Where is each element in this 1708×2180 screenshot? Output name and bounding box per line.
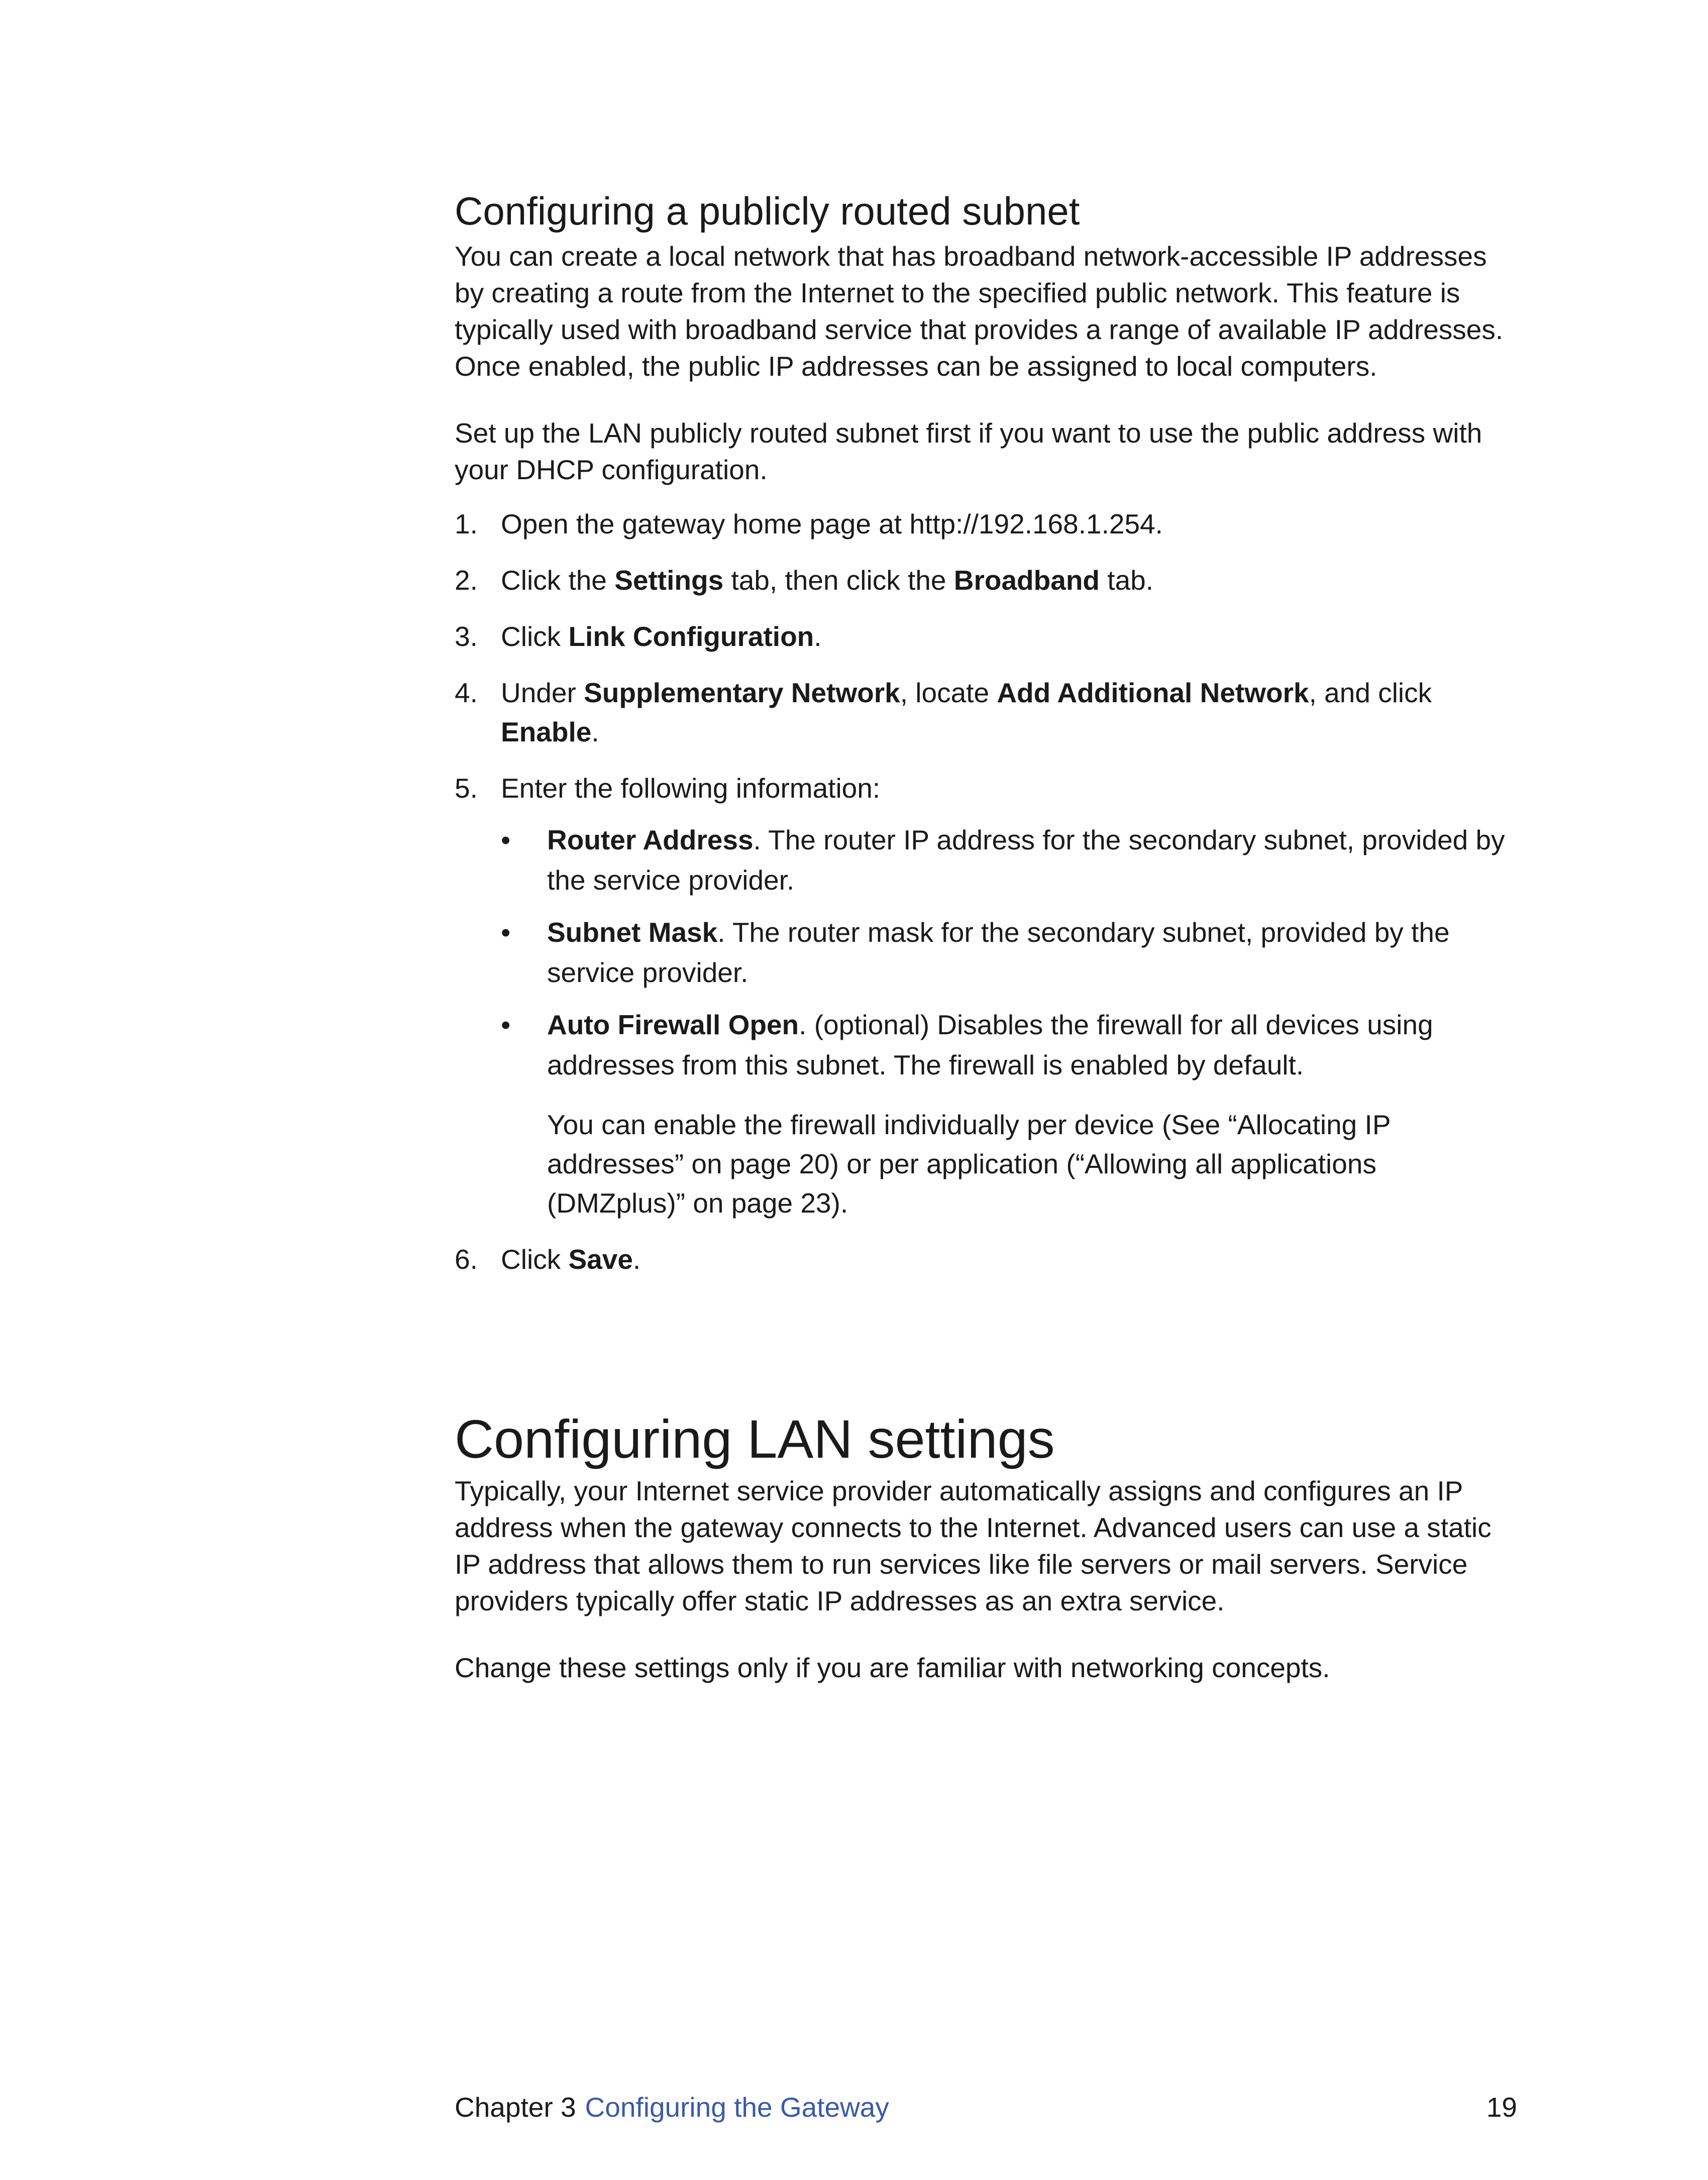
bullet-router-address — [501, 820, 1520, 900]
save-label: Save — [568, 1244, 633, 1275]
step-3 — [455, 617, 1520, 656]
step-6 — [455, 1240, 1520, 1279]
step-text: Under — [501, 677, 584, 708]
bullet-glyph: • — [501, 1009, 511, 1040]
step-text: Open the gateway home page at http://192.168.1.254. — [501, 508, 1163, 539]
footer-chapter-title: Configuring the Gateway — [585, 2092, 889, 2123]
page-footer — [455, 2090, 1517, 2125]
subnet-intro-paragraph: You can create a local network that has broadband network-accessible IP addresses by creating a route from the Internet to the specified public network. This feature is typically used with broadband service that provides a range of available IP addresses. Once enabled, the public IP addresses can be assigned to local computers. — [455, 241, 1504, 382]
page-number: 19 — [1486, 2092, 1517, 2123]
bullet-glyph: • — [501, 917, 511, 948]
broadband-tab-label: Broadband — [953, 565, 1100, 596]
step-5 — [455, 769, 1520, 1223]
step-4 — [455, 673, 1520, 751]
section-spacer — [455, 1296, 1520, 1406]
step-2 — [455, 561, 1520, 600]
step-text: Click the — [501, 565, 615, 596]
lan-note-paragraph: Change these settings only if you are familiar with networking concepts. — [455, 1652, 1330, 1683]
step-number: 5. — [455, 773, 478, 804]
section-title-subnet: Configuring a publicly routed subnet — [455, 189, 1080, 233]
step-text: , and click — [1309, 677, 1432, 708]
bullet-text: . (optional) Disables the firewall for all devices using addresses from this subnet. The firewall is enabled by default. — [547, 1009, 1433, 1080]
step-number: 4. — [455, 677, 478, 708]
step-number: 2. — [455, 565, 478, 596]
step-text: tab. — [1100, 565, 1154, 596]
subnet-setup-paragraph: Set up the LAN publicly routed subnet first if you want to use the public address with your DHCP configuration. — [455, 417, 1482, 485]
footer-chapter: Chapter 3 — [455, 2092, 576, 2123]
lan-intro-paragraph: Typically, your Internet service provider automatically assigns and configures an IP address when the gateway connects to the Internet. Advanced users can use a static IP address that allows them to run services like file servers or mail servers. Service providers typically offer static IP addresses as an extra service. — [455, 1475, 1491, 1616]
step-text: Enter the following information: — [501, 773, 881, 804]
step-text: . — [632, 1244, 641, 1275]
step-1 — [455, 504, 1520, 543]
bullet-subnet-mask — [501, 912, 1520, 993]
step-text: . — [814, 621, 822, 652]
auto-firewall-open-label: Auto Firewall Open — [547, 1009, 799, 1040]
steps-list — [455, 504, 1520, 1279]
section-title-lan-settings: Configuring LAN settings — [455, 1408, 1055, 1469]
step-number: 3. — [455, 621, 478, 652]
settings-tab-label: Settings — [614, 565, 724, 596]
subnet-mask-label: Subnet Mask — [547, 917, 718, 948]
bullet-text: . The router mask for the secondary subnet, provided by the service provider. — [547, 917, 1450, 988]
page-content — [455, 186, 1520, 1716]
field-list — [501, 820, 1520, 1223]
step-number: 6. — [455, 1244, 478, 1275]
firewall-note: You can enable the firewall individually per device (See “Allocating IP addresses” on page 20) or per application (“Allowing all applications (DMZplus)” on page 23). — [547, 1109, 1391, 1219]
add-additional-network-label: Add Additional Network — [997, 677, 1309, 708]
step-text: Click — [501, 1244, 569, 1275]
step-text: . — [591, 716, 599, 747]
step-text: , locate — [900, 677, 997, 708]
step-number: 1. — [455, 508, 478, 539]
bullet-auto-firewall — [501, 1005, 1520, 1223]
link-configuration-label: Link Configuration — [568, 621, 814, 652]
step-text: Click — [501, 621, 569, 652]
bullet-glyph: • — [501, 824, 511, 855]
enable-label: Enable — [501, 716, 592, 747]
bullet-text: . The router IP address for the secondary subnet, provided by the service provider. — [547, 824, 1505, 896]
supplementary-network-label: Supplementary Network — [584, 677, 900, 708]
router-address-label: Router Address — [547, 824, 754, 855]
step-text: tab, then click the — [723, 565, 954, 596]
